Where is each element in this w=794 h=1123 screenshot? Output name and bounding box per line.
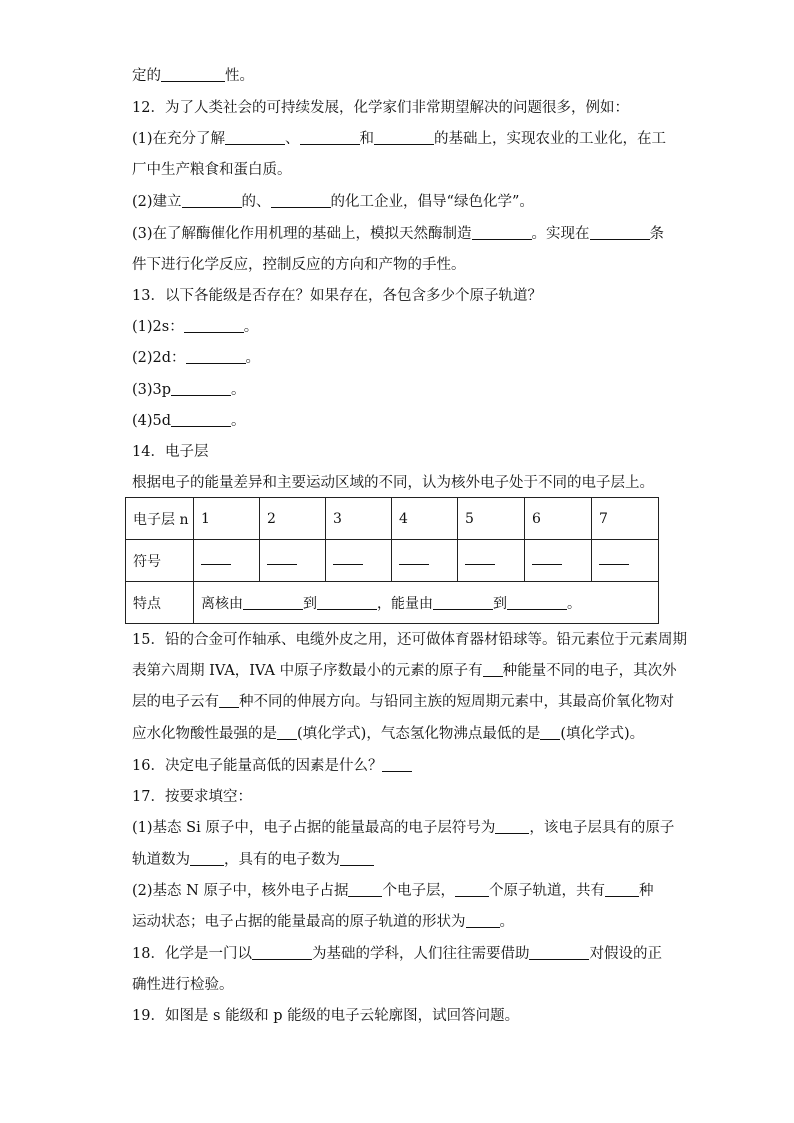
answer-blank[interactable]: [184, 318, 244, 333]
answer-blank[interactable]: [529, 945, 589, 960]
answer-blank[interactable]: [267, 552, 297, 565]
answer-blank[interactable]: [507, 595, 567, 610]
answer-blank[interactable]: [333, 552, 363, 565]
q13-item-4: (4)5d 。: [132, 413, 246, 429]
table-row: [126, 498, 659, 540]
answer-blank[interactable]: [465, 552, 495, 565]
answer-blank[interactable]: [190, 851, 224, 866]
answer-blank[interactable]: [171, 381, 231, 396]
q11-tail: 定的 性。: [132, 68, 254, 84]
shell-number: 7: [592, 498, 659, 540]
answer-blank[interactable]: [340, 851, 374, 866]
answer-blank[interactable]: [483, 662, 503, 677]
answer-blank[interactable]: [317, 595, 377, 610]
q15-line3: 层的电子云有 种不同的伸展方向。与铅同主族的短周期元素中，其最高价氧化物对: [132, 694, 674, 710]
shell-number: 4: [392, 498, 458, 540]
q14-desc: 根据电子的能量差异和主要运动区域的不同，认为核外电子处于不同的电子层上。: [132, 475, 654, 491]
shell-number: 1: [194, 498, 260, 540]
answer-blank[interactable]: [348, 882, 382, 897]
q17-part2-cont: 运动状态；电子占据的能量最高的原子轨道的形状为 。: [132, 914, 514, 930]
q16-question: 16．决定电子能量高低的因素是什么？: [132, 756, 412, 776]
q12-title: 12．为了人类社会的可持续发展，化学家们非常期望解决的问题很多，例如：: [132, 100, 629, 116]
q12-part3: (3)在了解酶催化作用机理的基础上，模拟天然酶制造 。实现在 条: [132, 226, 665, 242]
row-label-symbol: 符号: [126, 540, 194, 582]
answer-blank[interactable]: [171, 412, 231, 427]
q13-title: 13．以下各能级是否存在？如果存在，各包含多少个原子轨道？: [132, 288, 542, 304]
row-label-feature: 特点: [126, 582, 194, 624]
answer-blank[interactable]: [186, 349, 246, 364]
q15-line1: 15．铅的合金可作轴承、电缆外皮之用，还可做体育器材铅球等。铅元素位于元素周期: [132, 632, 687, 648]
table-row: [126, 582, 659, 624]
q12-part1-cont: 厂中生产粮食和蛋白质。: [132, 162, 292, 178]
shell-number: 2: [260, 498, 326, 540]
q13-item-3: (3)3p 。: [132, 382, 246, 398]
answer-blank[interactable]: [495, 819, 529, 834]
answer-blank[interactable]: [540, 725, 560, 740]
shell-number: 5: [458, 498, 525, 540]
q12-part3-cont: 件下进行化学反应，控制反应的方向和产物的手性。: [132, 257, 466, 273]
answer-blank[interactable]: [300, 130, 360, 145]
answer-blank[interactable]: [466, 913, 500, 928]
answer-blank[interactable]: [399, 552, 429, 565]
answer-blank[interactable]: [472, 225, 532, 240]
q14-title: 14．电子层: [132, 444, 209, 460]
q15-line4: 应水化物酸性最强的是 (填化学式)，气态氢化物沸点最低的是 (填化学式)。: [132, 726, 645, 742]
answer-blank[interactable]: [161, 67, 225, 82]
feature-cell: 离核由 到 ，能量由 到 。: [194, 582, 659, 624]
electron-shell-table: [125, 497, 659, 624]
q13-item-2: (2)2d： 。: [132, 350, 261, 366]
table-row: [126, 540, 659, 582]
q17-part2: (2)基态 N 原子中，核外电子占据 个电子层， 个原子轨道，共有 种: [132, 883, 654, 899]
row-label-shell: 电子层 n: [126, 498, 194, 540]
answer-blank[interactable]: [182, 193, 242, 208]
shell-number: 3: [326, 498, 392, 540]
q18-line2: 确性进行检验。: [132, 977, 234, 993]
answer-blank[interactable]: [599, 552, 629, 565]
answer-blank[interactable]: [605, 882, 639, 897]
q15-line2: 表第六周期 IVA，IVA 中原子序数最小的元素的原子有 种能量不同的电子，其次外: [132, 663, 677, 679]
answer-blank[interactable]: [590, 225, 650, 240]
answer-blank[interactable]: [532, 552, 562, 565]
q13-item-1: (1)2s： 。: [132, 319, 259, 335]
answer-blank[interactable]: [243, 595, 303, 610]
answer-blank[interactable]: [219, 693, 239, 708]
q18-line1: 18．化学是一门以 为基础的学科，人们往往需要借助 对假设的正: [132, 946, 662, 962]
answer-blank[interactable]: [271, 193, 331, 208]
answer-blank[interactable]: [374, 130, 434, 145]
q19-question: 19．如图是 s 能级和 p 能级的电子云轮廓图，试回答问题。: [132, 1008, 520, 1024]
answer-blank[interactable]: [277, 725, 297, 740]
q12-part2: (2)建立 的、 的化工企业，倡导“绿色化学”。: [132, 194, 534, 210]
q17-part1: (1)基态 Si 原子中，电子占据的能量最高的电子层符号为 ，该电子层具有的原子: [132, 820, 675, 836]
answer-blank[interactable]: [252, 945, 312, 960]
answer-blank[interactable]: [201, 552, 231, 565]
q17-title: 17．按要求填空：: [132, 789, 252, 805]
answer-blank[interactable]: [455, 882, 489, 897]
answer-blank[interactable]: [382, 757, 412, 772]
answer-blank[interactable]: [433, 595, 493, 610]
q17-part1-cont: 轨道数为 ，具有的电子数为: [132, 850, 374, 870]
q12-part1: (1)在充分了解 、 和 的基础上，实现农业的工业化，在工: [132, 131, 667, 147]
answer-blank[interactable]: [225, 130, 285, 145]
shell-number: 6: [525, 498, 592, 540]
